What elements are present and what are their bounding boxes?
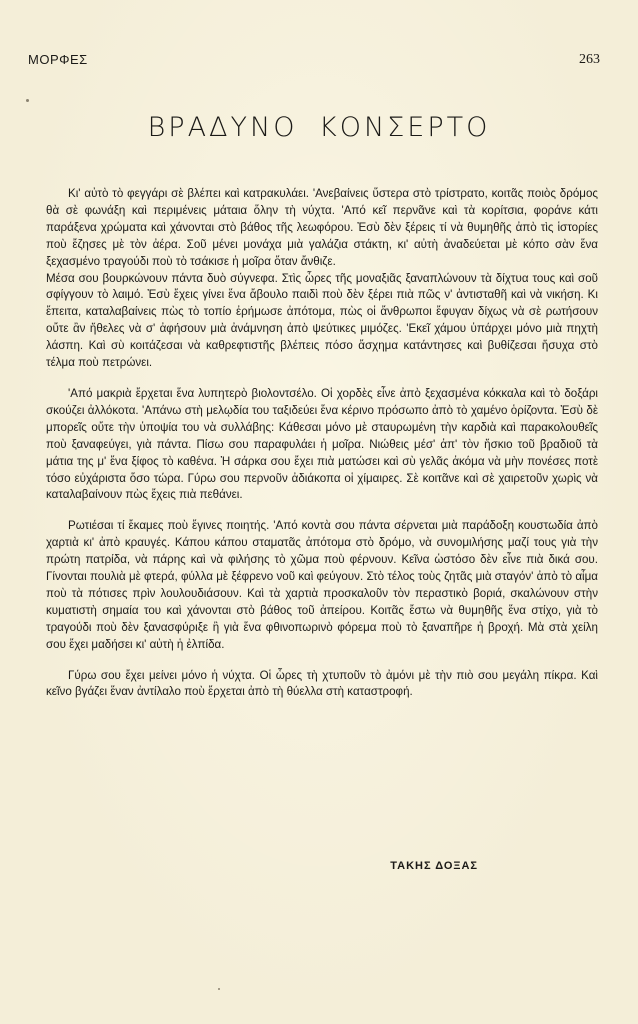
paragraph-2: Μέσα σου βουρκώνουν πάντα δυὸ σύγνεφα. Στὶς ὧρες τῆς μοναξιᾶς ξαναπλώνουν τὰ δίχτυα τους καὶ σοῦ σφίγγουν τὸ λαιμό. Ἐσὺ ἔχεις γίνει ἕνα ἄβουλο παιδὶ ποὺ δὲν ξέρει πιὰ πῶς ν' ἀντισταθῆ καὶ νὰ νικήση. Κι ἔπειτα, καταλαβαίνεις πὼς τὸ τοπίο ἐρήμωσε ἀπότομα, πὼς οἱ ἄνθρωποι ἔφυγαν δίχως νὰ σὲ ρωτήσουν οὔτε ἂν ἤθελες νὰ σ' ἀφήσουν μιὰ ἀνάμνηση ἀπὸ ψεύτικες μιμόζες. 'Εκεῖ χάμου ὑπάρχει μόνο μιὰ πηχτὴ λάσπη. Καὶ σὺ κοιτάζεσαι νὰ καθρεφτιστῆς βλέπεις πόσο ἄσχημα κατάντησες καὶ βυθίζεσαι ἥσυχα στὸ τέλμα ποὺ πετρώνει.: [46, 271, 598, 370]
article-body: [46, 186, 598, 701]
paragraph-5: Γύρω σου ἔχει μείνει μόνο ἡ νύχτα. Οἱ ὧρες τὴ χτυποῦν τὸ ἀμόνι μὲ τὴν πιὸ σου μεγάλη πίκρα. Καὶ κεῖνο βγάζει ἕναν ἀντίλαλο ποὺ ἔρχεται ἀπὸ τὴ θύελλα στὴ καταστροφή.: [46, 668, 598, 699]
paper-speck: [218, 988, 220, 990]
article-title: ΒΡΑΔΥΝΟ ΚΟΝΣΕΡΤΟ: [147, 112, 491, 143]
author-signature: ΤΑΚΗΣ ΔΟΞΑΣ: [390, 860, 478, 872]
page-number: 263: [579, 52, 600, 67]
paper-speck: [26, 99, 29, 102]
running-head: ΜΟΡΦΕΣ: [28, 52, 88, 67]
paragraph-3: 'Από μακριὰ ἔρχεται ἕνα λυπητερὸ βιολοντσέλο. Οἱ χορδὲς εἶνε ἀπὸ ξεχασμένα κόκκαλα καὶ τὸ δοξάρι σκούζει ἀλλόκοτα. 'Απάνω στὴ μελῳδία του ταξιδεύει ἕνα κέρινο πρόσωπο ἀπὸ τὸ χαμένο ὁρίζοντα. Ἐσὺ δὲ μπορεῖς οὔτε τὴν ὑποψία του νὰ συλλάβης: Κάθεσαι μόνο μὲ σταυρωμένη τὴν καρδιὰ καὶ παρακολουθεῖς ποὺ ξαναφεύγει, γιὰ πάντα. Πίσω σου παραφυλάει ἡ μοῖρα. Νιώθεις μέσ' ἀπ' τὸν ἥσκιο τοῦ βραδιοῦ τὰ μάτια της μ' ἕνα ξίφος τὸ καθένα. Ἡ σάρκα σου ἔχει πιὰ ματώσει καὶ σὺ γελᾶς ἀκόμα νὰ μὴν πονέσες ποτὲ τόσο εὐχάριστα ὅσο τώρα. Γύρω σου περνοῦν ἀδιάκοπα οἱ χίμαιρες. Σὲ κοιτᾶνε καὶ σὲ χαιρετοῦν χωρὶς νὰ καταλαβαίνουν πὼς ἔχεις πιὰ πεθάνει.: [46, 386, 598, 502]
paragraph-1: Κι' αὐτὸ τὸ φεγγάρι σὲ βλέπει καὶ κατρακυλάει. 'Ανεβαίνεις ὕστερα στὸ τρίστρατο, κοιτᾶς ποιὸς δρόμος θὰ σὲ φωνάξη καὶ περιμένεις μάταια ὅλην τὴ νύχτα. 'Από κεῖ περνᾶνε καὶ τὰ κορίτσια, φοράνε κάτι παράξενα χρώματα καὶ χάνονται στὸ βάθος τῆς λεωφόρου. Ἐσὺ δὲν ξέρεις τί νὰ θυμηθῆς ἀπὸ τὶς ἱστορίες ποὺ ἔζησες μὲ τὸν ἀέρα. Σοῦ μένει μονάχα μιὰ γαλάζια στάκτη, κι' αὐτὴ ἀναδεύεται μὲ κόπο σὰν ἕνα ξεχασμένο τραγούδι ποὺ τὸ τσάκισε ἡ μοῖρα ὅταν ἄνθιζε.: [46, 187, 598, 268]
paragraph-4: Ρωτιέσαι τί ἔκαμες ποὺ ἔγινες ποιητής. 'Από κοντὰ σου πάντα σέρνεται μιὰ παράδοξη κουστωδία ἀπὸ χαρτιὰ κι' ἀπὸ κραυγές. Κάπου κάπου σταματᾶς ἀπότομα στὸ δρόμο, νὰ συνομιλήσης μαζί τους γιὰ τὴν πρώτη πατρίδα, νὰ πάρης καὶ νὰ φιλήσης τὸ χῶμα ποὺ φέρνουν. Κεῖνα ὡστόσο δὲν εἶνε πιὰ δικά σου. Γίνονται πουλιὰ μὲ φτερά, φύλλα μὲ ξέφρενο νοῦ καὶ φεύγουν. Στὸ τέλος τοὺς ζητᾶς μιὰ σταγόν' ἀπὸ τὸ αἷμα ποὺ τὰ πότισες πρὶν λουλουδιάσουν. Καὶ τὰ χαρτιὰ προσκαλοῦν τὸν περαστικὸ βοριά, σκαλώνουν στὴν κυματιστὴ σημαία του καὶ χάνονται στὸ βάθος τοῦ ἀπείρου. Κοιτᾶς ἔστω νὰ θυμηθῆς ἕνα στίχο, γιὰ τὸ τραγούδι ποὺ δὲν ξανασφύριξε ἢ γιὰ ἕνα φθινοπωρινὸ φόρεμα ποὺ τὸ ξαναπῆρε ἡ βροχή. Μὰ στὰ χείλη σου ἔχει μαδήσει κι' αὐτὴ ἡ ἐλπίδα.: [46, 519, 598, 651]
